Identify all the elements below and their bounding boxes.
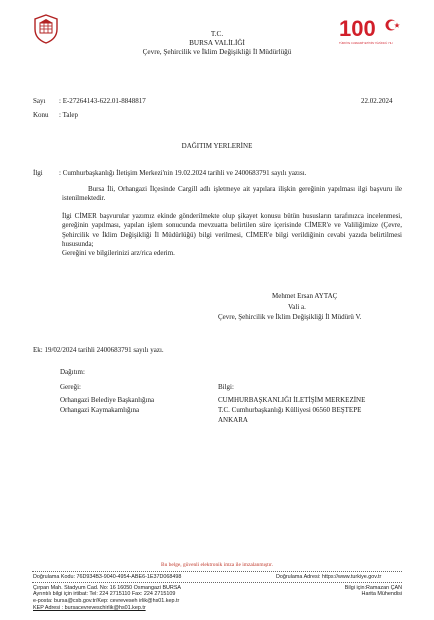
distribution-label: Dağıtım: <box>60 368 85 376</box>
bilgi-line: ANKARA <box>218 416 248 424</box>
attachment-line: Ek: 19/02/2024 tarihli 2400683791 sayılı yazı. <box>33 346 164 354</box>
contact-person-title: Harita Mühendisi <box>361 591 402 597</box>
signer-title: Çevre, Şehircilik ve İklim Değişikliği İl Müdürü V. <box>218 313 362 321</box>
sayi-label: Sayı <box>33 97 46 105</box>
konu-label: Konu <box>33 111 49 119</box>
verification-address-link[interactable]: Doğrulama Adresi: https://www.turkiye.gov.tr <box>276 574 382 580</box>
bilgi-label: Bilgi: <box>218 383 234 391</box>
bilgi-line: T.C. Cumhurbaşkanlığı Külliyesi 06560 BEŞTEPE <box>218 406 362 414</box>
contact-person: Bilgi için:Ramazan ÇAN <box>344 585 402 591</box>
konu-value: : Talep <box>59 111 79 119</box>
gereg-label: Gereği: <box>60 383 81 391</box>
document-date: 22.02.2024 <box>361 97 393 105</box>
esign-notice: Bu belge, güvenli elektronik imza ile imzalanmıştır. <box>161 562 273 568</box>
verification-code: Doğrulama Kodu: 76D934B3-9040-4954-ABE6-1E37D068498 <box>33 574 182 580</box>
header-directorate: Çevre, Şehircilik ve İklim Değişikliği İl Müdürlüğü <box>142 48 292 56</box>
addressee-title: DAĞITIM YERLERİNE <box>181 142 253 150</box>
sayi-value: : E-27264143-622.01-8848817 <box>59 97 146 105</box>
ilgi-label: İlgi <box>33 169 43 177</box>
body-paragraph-2: İlgi CİMER başvurular yazımız ekinde gönderilmekte olup şikayet konusu bütün hususların tarafınızca incelenmesi, gereğinin yapılması, yapılan işlem sonucunda mevzuatta belirtilen süre içerisinde CİMER'e ve Valiliğimize (Çevre, Şehircilik ve İklim Değişikliği İl Müdürlüğü) bilgi verilmesi, CİMER'e bilgi verildiğinin cevabi yazıda belirtilmesi hususunda; <box>62 212 402 248</box>
footer-address: Çırpan Mah. Stadyum Cad. No: 16 16050 Osmangazi BURSA <box>33 585 182 591</box>
ilgi-value: : Cumhurbaşkanlığı İletişim Merkezi'nin 19.02.2024 tarihli ve 2400683791 sayılı yazısı. <box>59 169 307 177</box>
signer-name: Mehmet Ersan AYTAÇ <box>272 292 338 300</box>
gereg-item: Orhangazi Kaymakamlığına <box>60 406 140 414</box>
header-governorship: BURSA VALİLİĞİ <box>189 39 245 47</box>
body-paragraph-1: Bursa İli, Orhangazi İlçesinde Cargill adlı işletmeye ait yapılara ilişkin gereğinin yapılması ilgi başvuru ile istenilmektedir. <box>62 185 402 203</box>
svg-text:TÜRKİYE CUMHURİYETİ'NİN YÜZÜNC: TÜRKİYE CUMHURİYETİ'NİN YÜZÜNCÜ YILI <box>339 42 393 45</box>
bilgi-line: CUMHURBAŞKANLIĞI İLETİŞİM MERKEZİNE <box>218 396 366 404</box>
footer-divider <box>32 582 402 583</box>
signer-role: Vali a. <box>288 303 306 311</box>
header-tc: T.C. <box>210 30 224 38</box>
gereg-item: Orhangazi Belediye Başkanlığına <box>60 396 155 404</box>
footer-divider <box>32 571 402 572</box>
body-paragraph-3: Gereğini ve bilgilerinizi arz/rica ederim. <box>62 249 175 257</box>
footer-email-link[interactable]: e-posta: bursa@csb.gov.tr/Kep: cevreveseh irlik@hs01.kep.tr <box>33 598 180 604</box>
svg-text:100: 100 <box>339 16 376 41</box>
footer-kep-link[interactable]: KEP Adresi : bursacevreveschirlik@hs01.kep.tr <box>33 605 146 611</box>
footer-contact-info: Ayrıntılı bilgi için irtibat: Tel: 224 2715110 Fax: 224 2715109 <box>33 591 176 597</box>
